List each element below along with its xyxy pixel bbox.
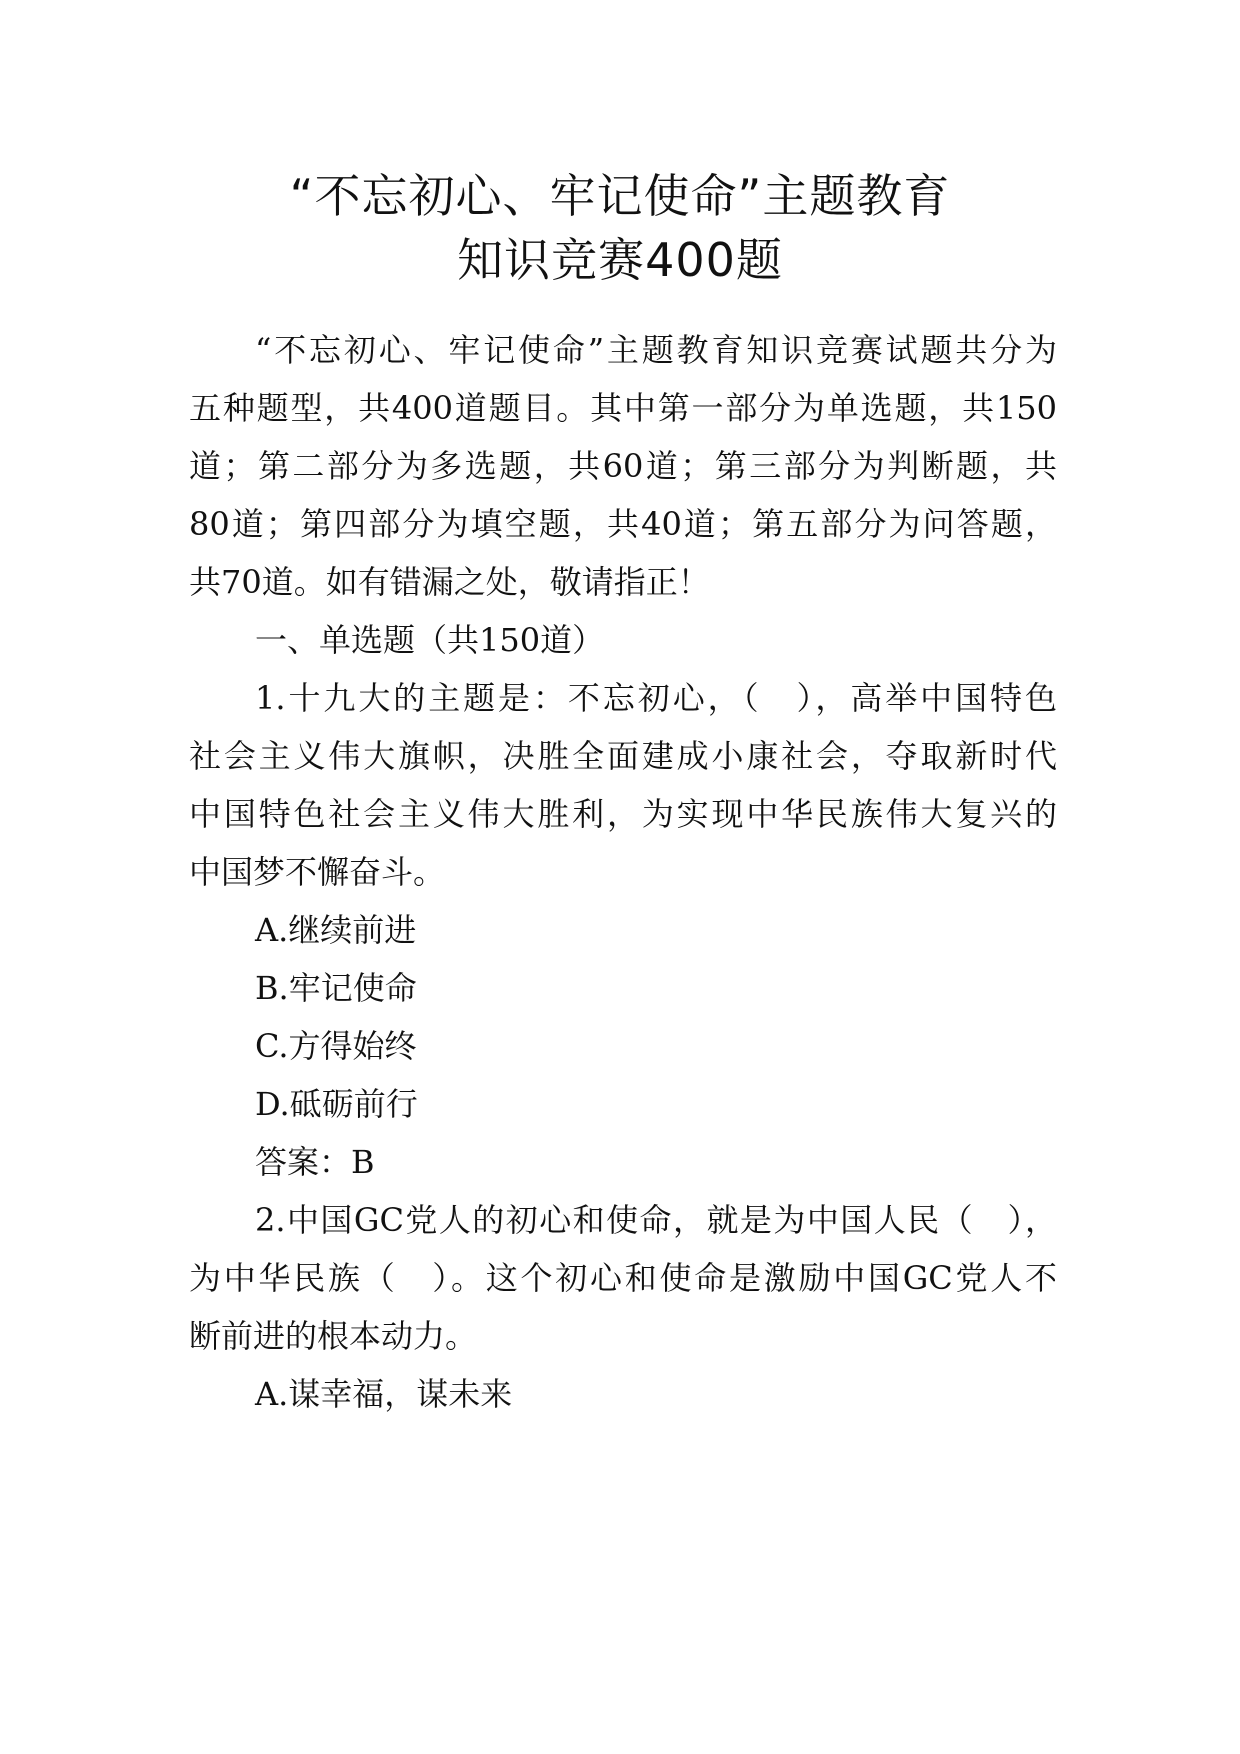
option-d: D.砥砺前行: [255, 1085, 418, 1123]
document-title-line-1: “不忘初心、牢记使命”主题教育: [289, 169, 951, 223]
question-line: 为中华民族（ ）。这个初心和使命是激励中国GC党人不: [189, 1259, 1057, 1297]
intro-line: 80道；第四部分为填空题，共40道；第五部分为问答题，: [189, 505, 1057, 543]
intro-line: 共70道。如有错漏之处，敬请指正！: [189, 563, 710, 601]
question-line: 断前进的根本动力。: [189, 1317, 478, 1355]
intro-line: 五种题型，共400道题目。其中第一部分为单选题，共150: [189, 389, 1057, 427]
question-line: 中国特色社会主义伟大胜利，为实现中华民族伟大复兴的: [189, 795, 1057, 833]
question-line: 2.中国GC党人的初心和使命，就是为中国人民（ ），: [255, 1201, 1057, 1239]
document-title-line-2: 知识竞赛400题: [457, 233, 783, 287]
answer: 答案：B: [255, 1143, 375, 1181]
option-c: C.方得始终: [255, 1027, 417, 1065]
intro-line: 道；第二部分为多选题，共60道；第三部分为判断题，共: [189, 447, 1057, 485]
intro-line: “不忘初心、牢记使命”主题教育知识竞赛试题共分为: [255, 331, 1057, 369]
option-a: A.谋幸福，谋未来: [255, 1375, 513, 1413]
question-line: 中国梦不懈奋斗。: [189, 853, 446, 891]
question-line: 1.十九大的主题是：不忘初心，（ ），高举中国特色: [255, 679, 1057, 717]
option-a: A.继续前进: [255, 911, 417, 949]
section-heading: 一、单选题（共150道）: [255, 621, 605, 659]
option-b: B.牢记使命: [255, 969, 417, 1007]
question-line: 社会主义伟大旗帜，决胜全面建成小康社会，夺取新时代: [189, 737, 1057, 775]
